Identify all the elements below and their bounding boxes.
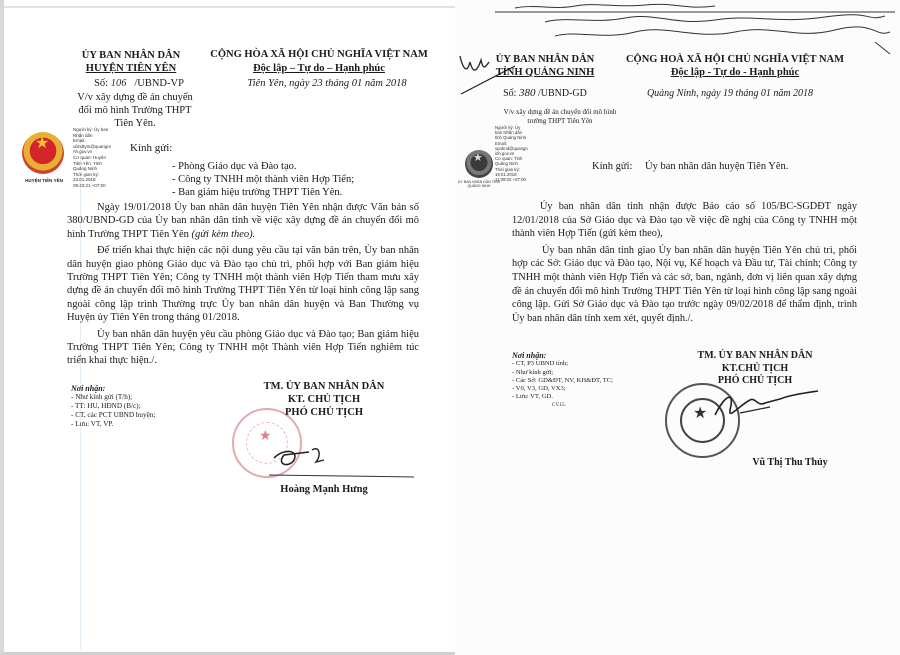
- document-subject: V/v xây dựng đề án chuyển đổi mô hình trường THPT Tiên Yên: [503, 108, 617, 125]
- kinh-gui-label: Kính gửi:: [130, 142, 173, 154]
- recipient-list: [172, 160, 354, 199]
- kinh-gui-label: Kính gửi:: [592, 161, 633, 172]
- kinh-gui-line: [592, 161, 788, 172]
- distribution-list: Nơi nhận: - CT, P3 UBND tỉnh; - Như kính gửi; - Các Sở: GD&ĐT, NV, KH&ĐT, TC; - V0, V3, GD, VX3; - Lưu: VT, GD. CV.15.: [512, 351, 613, 408]
- document-date: Tiên Yên, ngày 23 tháng 01 năm 2018: [247, 78, 407, 89]
- stamp-star-icon: ★: [259, 429, 272, 444]
- emblem-caption: UY BAN NHÂN DÂN TỈNH QUẢNG NINH: [457, 180, 501, 188]
- issuing-agency: ỦY BAN NHÂN DÂN TỈNH QUẢNG NINH: [495, 54, 595, 78]
- handwritten-note-icon: [495, 2, 895, 57]
- body-paragraph: Ủy ban nhân dân huyện yêu cầu phòng Giáo dục và Đào tạo; Ban giám hiệu Trường THPT Tiên Yên; Công ty TNHH một Thành viên Hợp Tiến nghiêm túc triển khai thực hiện./.: [67, 328, 419, 367]
- digital-signature-info: Người ký: Ủy ban Nhân dân tỉnh Quảng Ninh Email: vpubnd@quangn inh.gov.vn Cơ quan: Tỉnh Quảng Ninh Thời gian ký: 19.01.2018 11:09:02 +07:00: [495, 125, 528, 183]
- recipient-item: - Công ty TNHH một thành viên Hợp Tiến;: [172, 174, 355, 185]
- digital-signature-info: Người ký: Ủy ban Nhân dân Email: ubndtytn@quangni nh.gov.vn Cơ quan: Huyện Tiên Yên, Tỉnh Quảng Ninh Thời gian ký: 23.01.2018 09:43:21 +07:00: [73, 127, 111, 188]
- distribution-list: Nơi nhận: - Như kính gửi (T/h); - TT: HU, HĐND (B/c); - CT, các PCT UBND huyện; - Lưu: VT, VP.: [71, 384, 156, 428]
- signer-name: Hoàng Mạnh Hưng: [280, 484, 368, 495]
- document-subject: V/v xây dựng đề án chuyển đổi mô hình Trường THPT Tiên Yên.: [77, 92, 193, 129]
- handwritten-signature-icon: [710, 385, 820, 425]
- recipient-item: - Phòng Giáo dục và Đào tạo.: [172, 161, 297, 172]
- signature-block: TM. ỦY BAN NHÂN DÂN KT.CHỦ TỊCH PHÓ CHỦ TỊCH: [697, 350, 813, 386]
- province-document: [455, 0, 900, 655]
- document-number: Số: 380 /UBND-GD: [503, 87, 587, 99]
- page-top-border: [4, 6, 459, 8]
- national-motto: CỘNG HOÀ XÃ HỘI CHỦ NGHĨA VIỆT NAM Độc lập - Tự do - Hạnh phúc: [625, 54, 845, 78]
- recipient-item: - Ban giám hiệu trường THPT Tiên Yên.: [172, 187, 343, 198]
- body-paragraph: Ngày 19/01/2018 Ủy ban nhân dân huyện Tiên Yên nhận được Văn bản số 380/UBND-GD của Ủy ban nhân dân tỉnh về việc xây dựng đề án chuyển đổi mô hình Trường THPT Tiên Yên (gửi kèm theo).: [67, 202, 419, 240]
- body-paragraph: Để triển khai thực hiện các nội dung yêu cầu tại văn bản trên, Ủy ban nhân dân huyện giao phòng Giáo dục và Đào tạo chủ trì, phối hợp với Ban giám hiệu Trường THPT Tiên Yên; Công ty TNHH một thành viên Hợp Tiến tham mưu xây dựng đề án chuyển đổi mô hình Trường THPT Tiên Yên từ loại hình công lập sang ngoài công lập trình Thường trực Ủy ban nhân dân huyện và Ban Thường vụ Huyện ủy Tiên Yên trong tháng 01/2018.: [67, 245, 419, 324]
- star-icon: ★: [35, 135, 50, 152]
- document-number: Số: 106 /UBND-VP: [94, 78, 184, 89]
- handwritten-signature-icon: [264, 440, 424, 490]
- issuing-agency: ỦY BAN NHÂN DÂN HUYỆN TIÊN YÊN: [81, 50, 181, 74]
- document-date: Quảng Ninh, ngày 19 tháng 01 năm 2018: [646, 88, 814, 99]
- document-body: [67, 201, 419, 371]
- emblem-caption: HUYỆN TIÊN YÊN: [25, 178, 63, 183]
- document-body: [512, 200, 857, 328]
- stamp-star-icon: ★: [693, 405, 708, 422]
- signer-name: Vũ Thị Thu Thủy: [752, 457, 828, 468]
- signature-block: TM. ỦY BAN NHÂN DÂN KT. CHỦ TỊCH PHÓ CHỦ TỊCH: [263, 381, 385, 418]
- body-paragraph: Ủy ban nhân dân tỉnh giao Ủy ban nhân dân huyện Tiên Yên chủ trì, phối hợp các Sở: Giáo dục và Đào tạo, Nội vụ, Kế hoạch và Đầu tư, Tài chính; Công ty TNHH một thành viên Hợp Tiến và các sở, ban, ngành, đơn vị liên quan xây dựng đề án chuyển đổi mô hình Trường THPT Tiên Yên từ loại hình công lập sang ngoài công lập. Gửi Sở Giáo dục và Đào tạo trước ngày 09/02/2018 để thẩm định, trình Ủy ban nhân dân tỉnh xem xét, quyết định./.: [512, 244, 857, 324]
- national-motto: CỘNG HÒA XÃ HỘI CHỦ NGHĨA VIỆT NAM Độc lập – Tự do – Hạnh phúc: [210, 49, 428, 74]
- kinh-gui-recipient: Ủy ban nhân dân huyện Tiên Yên.: [645, 161, 789, 172]
- body-paragraph: Ủy ban nhân dân tỉnh nhận được Báo cáo số 105/BC-SGDĐT ngày 12/01/2018 của Sở Giáo dục và Đào tạo về việc đề nghị của Công ty TNHH một thành viên Hợp Tiến (gửi kèm theo),: [512, 201, 857, 240]
- star-icon: ★: [473, 152, 483, 164]
